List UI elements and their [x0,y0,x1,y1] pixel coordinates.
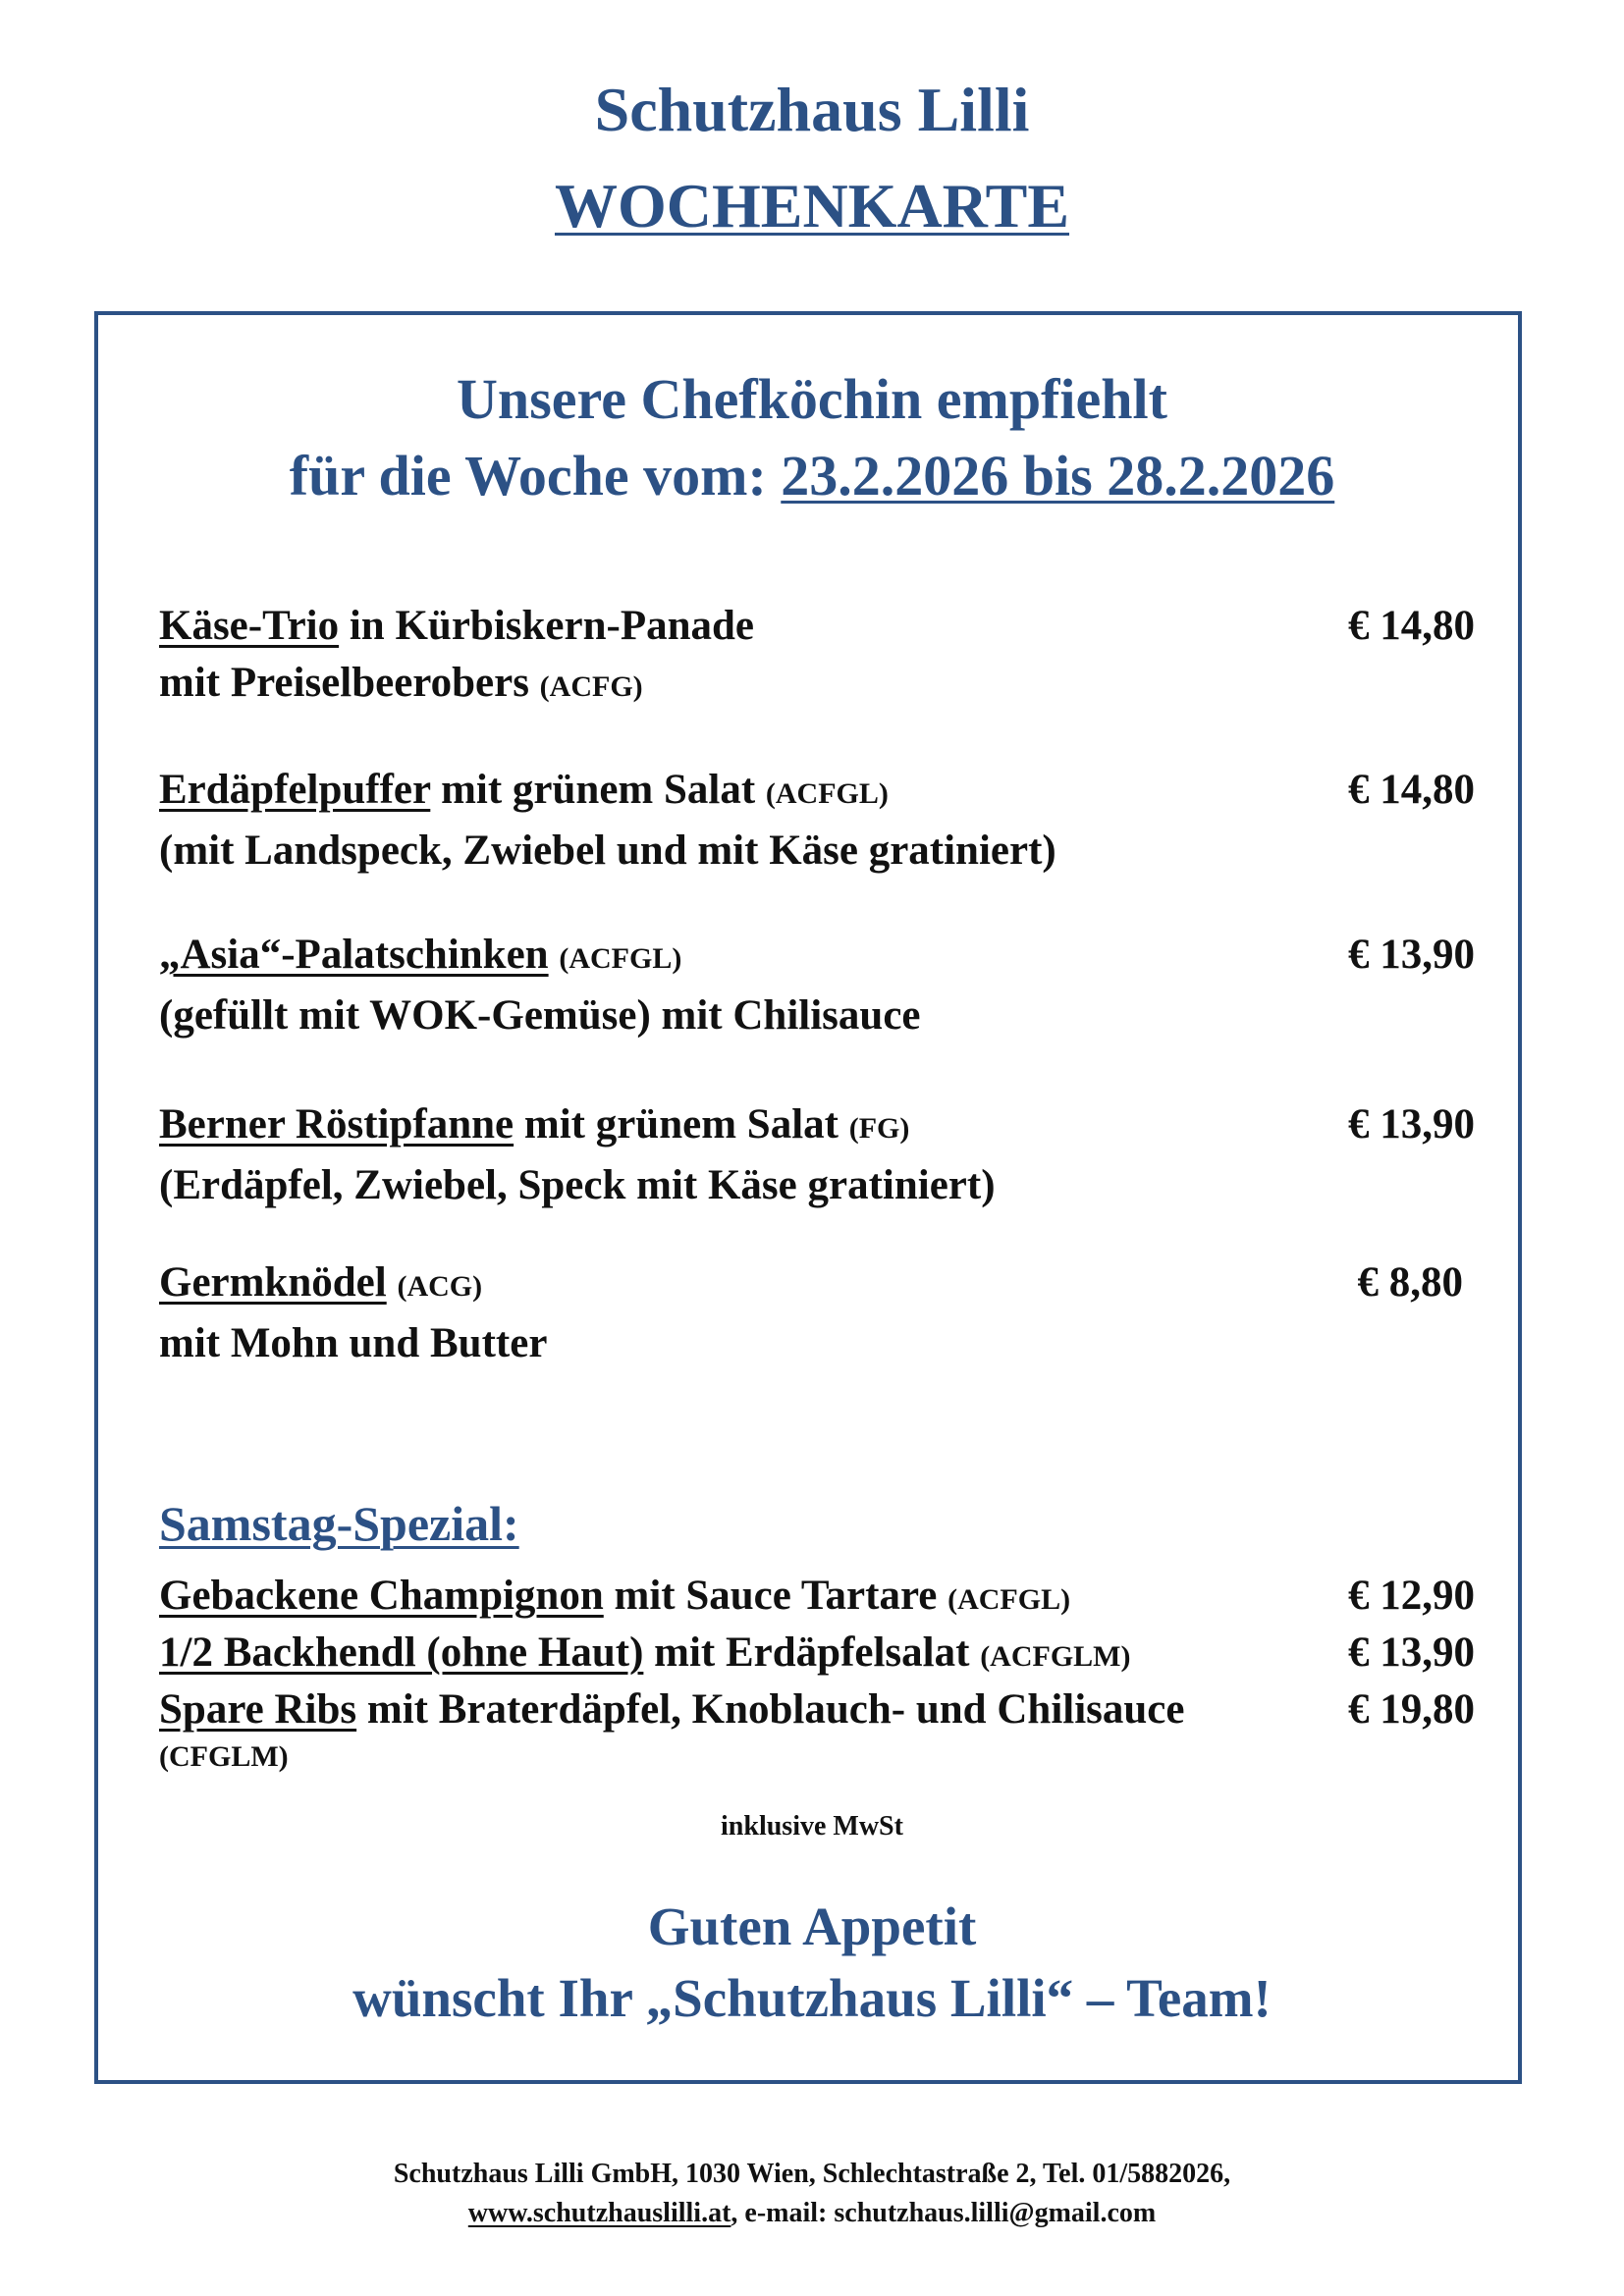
menu-item-line-1 [159,598,1475,655]
saturday-item [159,1625,1475,1685]
closing-signoff: wünscht Ihr „Schutzhaus Lilli“ – Team! [352,1968,1272,2028]
saturday-item [159,1568,1475,1629]
menu-item-line-1 [159,927,1475,988]
menu-item [159,598,1475,716]
menu-item-line-1 [159,762,1475,823]
menu-item [159,927,1475,1044]
dish-description [549,932,560,978]
menu-item [159,1096,1475,1214]
dish-name: Berner Röstipfanne [159,1101,514,1148]
dish-price: € 8,80 [1357,1259,1463,1306]
menu-item-line-1 [159,1096,1475,1157]
dish-name: Gebackene Champignon [159,1573,604,1619]
dish-description: mit Braterdäpfel, Knoblauch- und Chilisauce [356,1686,1185,1733]
saturday-item [159,1682,1475,1776]
email-text: , e-mail: schutzhaus.lilli@gmail.com [731,2198,1157,2228]
allergen-codes: (ACFGL) [559,942,682,975]
dish-price: € 14,80 [1348,767,1475,813]
dish-name: 1/2 Backhendl (ohne Haut) [159,1629,644,1676]
dish-price: € 13,90 [1348,932,1475,978]
menu-item-line-1 [159,1255,1475,1315]
menu-item-line-2: (Erdäpfel, Zwiebel, Speck mit Käse gratiniert) [159,1162,996,1208]
intro-date-range: 23.2.2026 bis 28.2.2026 [781,444,1335,507]
dish-name: Erdäpfelpuffer [159,767,431,813]
intro-line-2 [0,442,1624,510]
saturday-special-heading: Samstag-Spezial: [159,1496,519,1551]
dish-name: Käse-Trio [159,603,340,649]
vat-note: inklusive MwSt [721,1811,903,1842]
dish-name: „Asia“-Palatschinken [159,932,549,978]
menu-item-line-2: (gefüllt mit WOK-Gemüse) mit Chilisauce [159,992,921,1039]
dish-description: in Kürbiskern-Panade [339,603,755,649]
menu-item [159,762,1475,880]
dish-description: mit grünem Salat [430,767,766,813]
menu-item-line-2: (mit Landspeck, Zwiebel und mit Käse gratiniert) [159,828,1056,874]
dish-price: € 19,80 [1348,1686,1475,1733]
closing-greeting: Guten Appetit [647,1896,977,1956]
footer-address: Schutzhaus Lilli GmbH, 1030 Wien, Schlechtastraße 2, Tel. 01/5882026, [393,2159,1231,2189]
allergen-codes: (ACFGL) [765,777,889,810]
dish-price: € 13,90 [1348,1629,1475,1676]
menu-item-line-2: mit Mohn und Butter [159,1320,548,1366]
allergen-codes: (FG) [848,1112,910,1145]
dish-description: mit grünem Salat [514,1101,849,1148]
dish-price: € 13,90 [1348,1101,1475,1148]
menu-item [159,1255,1475,1372]
dish-description: mit Sauce Tartare [603,1573,948,1619]
intro-week-label: für die Woche vom: [289,444,782,507]
restaurant-title: Schutzhaus Lilli [594,75,1030,144]
allergen-codes: (ACFG) [539,670,643,703]
dish-description: mit Erdäpfelsalat [643,1629,981,1676]
dish-details: mit Preiselbeerobers [159,660,540,706]
allergen-codes: (CFGLM) [159,1740,289,1773]
dish-description [387,1259,398,1306]
menu-subtitle-text: WOCHENKARTE [554,171,1070,240]
intro-line-1: Unsere Chefköchin empfiehlt [457,367,1167,431]
menu-item-line-2 [159,655,1475,716]
dish-name: Spare Ribs [159,1686,357,1733]
website-link[interactable]: www.schutzhauslilli.at [467,2198,731,2228]
dish-name: Germknödel [159,1259,387,1306]
allergen-codes: (ACG) [397,1270,483,1303]
menu-subtitle [0,167,1624,245]
dish-price: € 12,90 [1348,1573,1475,1619]
footer-contact [0,2195,1624,2232]
dish-price: € 14,80 [1348,603,1475,649]
allergen-codes: (ACFGLM) [980,1640,1131,1673]
allergen-codes: (ACFGL) [947,1583,1071,1616]
